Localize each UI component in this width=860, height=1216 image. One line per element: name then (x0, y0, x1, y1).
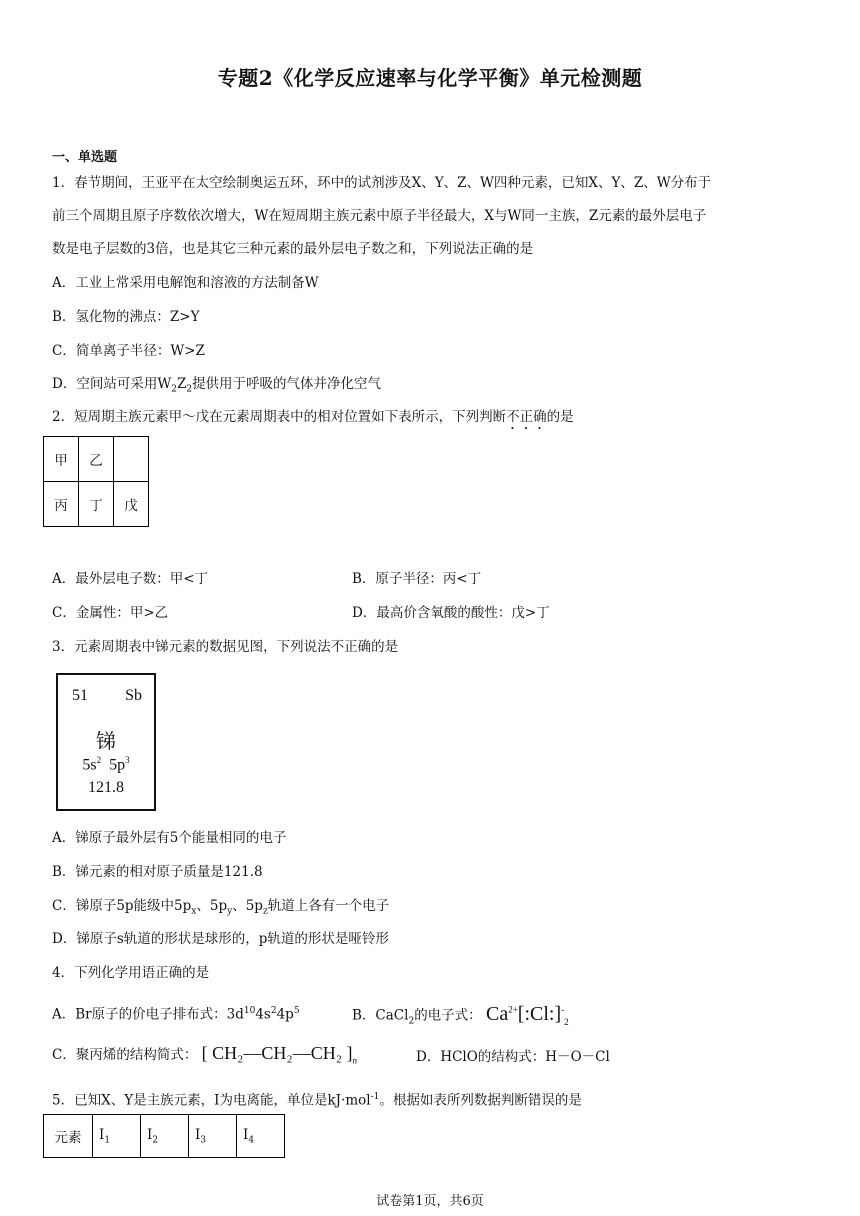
q1-stem-line-1: 1．春节期间，王亚平在太空绘制奥运五环，环中的试剂涉及X、Y、Z、W四种元素，已知X、Y、Z、W分布于 (52, 175, 712, 191)
q3-option-b[interactable]: B．锑元素的相对原子质量是121.8 (52, 864, 263, 880)
emphasis-text: 不正确 (506, 409, 547, 425)
table-header: $I_4$ (237, 1115, 285, 1158)
table-cell: 乙 (79, 437, 114, 482)
q3-option-a[interactable]: A．锑原子最外层有5个能量相同的电子 (52, 830, 287, 846)
q3-stem: 3．元素周期表中锑元素的数据见图，下列说法不正确的是 (52, 639, 399, 655)
q2-option-b[interactable]: B．原子半径：丙<丁 (352, 571, 482, 587)
table-cell: 丙 (44, 482, 79, 527)
q1-option-b[interactable]: B．氢化物的沸点：Z>Y (52, 309, 200, 325)
polymer-formula: [ CH₂—CH₂—CH₂ ]$_n$ (201, 1043, 357, 1066)
element-symbol: Sb (125, 687, 142, 704)
atomic-number: 51 (72, 687, 88, 704)
antimony-element-card (56, 673, 156, 811)
q1-stem-line-2: 前三个周期且原子序数依次增大，W在短周期主族元素中原子半径最大，X与W同一主族，Z元素的最外层电子 (52, 208, 707, 224)
q1-option-a[interactable]: A．工业上常采用电解饱和溶液的方法制备W (52, 275, 319, 291)
q4-option-b[interactable]: B．CaCl$_2$的电子式： $Ca^{2+}[:Cl:]^-_2$ (352, 1002, 569, 1027)
q2-periodic-table (43, 436, 149, 527)
table-cell: 戊 (114, 482, 149, 527)
atomic-mass: 121.8 (88, 779, 124, 796)
table-cell (114, 437, 149, 482)
q4-option-d[interactable]: D．HClO的结构式：H－O－Cl (416, 1049, 610, 1065)
q1-option-c[interactable]: C．简单离子半径：W>Z (52, 343, 205, 359)
table-cell: 甲 (44, 437, 79, 482)
table-cell: 丁 (79, 482, 114, 527)
q2-option-c[interactable]: C．金属性：甲>乙 (52, 605, 169, 621)
table-header: $I_2$ (141, 1115, 189, 1158)
q2-option-d[interactable]: D．最高价含氧酸的酸性：戊>丁 (352, 605, 550, 621)
q1-option-d[interactable]: D．空间站可采用$W_2Z_2$提供用于呼吸的气体并净化空气 (52, 376, 382, 395)
electron-formula: $Ca^{2+}[:Cl:]^-_2$ (485, 1002, 569, 1027)
q2-option-a[interactable]: A．最外层电子数：甲<丁 (52, 571, 209, 587)
table-header: $I_1$ (93, 1115, 141, 1158)
q4-option-c[interactable]: C．聚丙烯的结构简式： [ CH₂—CH₂—CH₂ ]$_n$ (52, 1043, 357, 1066)
q3-option-d[interactable]: D．锑原子s轨道的形状是球形的，p轨道的形状是哑铃形 (52, 931, 389, 947)
table-header: $I_3$ (189, 1115, 237, 1158)
q2-stem: 2．短周期主族元素甲～戊在元素周期表中的相对位置如下表所示，下列判断不正确的是 (52, 409, 574, 425)
q4-stem: 4．下列化学用语正确的是 (52, 965, 210, 981)
q5-stem: 5．已知X、Y是主族元素，I为电离能，单位是kJ·mol$^{-1}$。根据如表所列数据判断错误的是 (52, 1092, 582, 1109)
q5-ionization-table (43, 1114, 285, 1158)
page-title: 专题2《化学反应速率与化学平衡》单元检测题 (217, 66, 643, 90)
page-footer: 试卷第1页，共6页 (376, 1194, 484, 1209)
table-header: 元素 (44, 1115, 93, 1158)
section-heading: 一、单选题 (52, 150, 118, 165)
electron-configuration: $5s^2$ $5p^3$ (82, 755, 130, 774)
element-name: 锑 (96, 731, 116, 753)
q1-stem-line-3: 数是电子层数的3倍，也是其它三种元素的最外层电子数之和，下列说法正确的是 (52, 241, 534, 257)
q3-option-c[interactable]: C．锑原子5p能级中$5p_x$、$5p_y$、$5p_z$轨道上各有一个电子 (52, 898, 390, 917)
q4-option-a[interactable]: A．Br原子的价电子排布式：$3d^{10}4s^24p^5$ (52, 1006, 300, 1023)
